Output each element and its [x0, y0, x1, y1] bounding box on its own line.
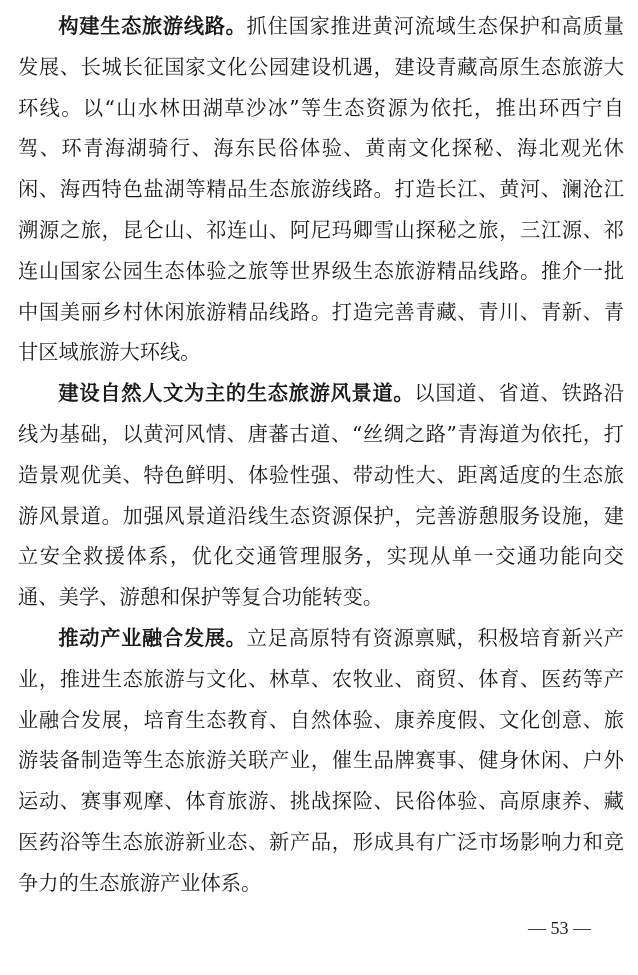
paragraph-eco-tourism-routes: [18, 6, 624, 373]
paragraph-body: 抓住国家推进黄河流域生态保护和高质量发展、长城长征国家文化公园建设机遇，建设青藏高原生态旅游大环线。以“山水林田湖草沙冰”等生态资源为依托，推出环西宁自驾、环青海湖骑行、海东民俗体验、黄南文化探秘、海北观光休闲、海西特色盐湖等精品生态旅游线路。打造长江、黄河、澜沧江溯源之旅，昆仑山、祁连山、阿尼玛卿雪山探秘之旅，三江源、祁连山国家公园生态体验之旅等世界级生态旅游精品线路。推介一批中国美丽乡村休闲旅游精品线路。打造完善青藏、青川、青新、青甘区域旅游大环线。: [18, 14, 624, 365]
paragraph-body: 立足高原特有资源禀赋，积极培育新兴产业，推进生态旅游与文化、林草、农牧业、商贸、体育、医药等产业融合发展，培育生态教育、自然体验、康养度假、文化创意、旅游装备制造等生态旅游关联产业，催生品牌赛事、健身休闲、户外运动、赛事观摩、体育旅游、挑战探险、民俗体验、高原康养、藏医药浴等生态旅游新业态、新产品，形成具有广泛市场影响力和竞争力的生态旅游产业体系。: [18, 625, 624, 895]
page-number: — 53 —: [528, 918, 591, 938]
paragraph-scenic-byways: [18, 373, 624, 618]
paragraph-body: 以国道、省道、铁路沿线为基础，以黄河风情、唐蕃古道、“丝绸之路”青海道为依托，打造景观优美、特色鲜明、体验性强、带动性大、距离适度的生态旅游风景道。加强风景道沿线生态资源保护，完善游憩服务设施，建立安全救援体系，优化交通管理服务，实现从单一交通功能向交通、美学、游憩和保护等复合功能转变。: [18, 381, 624, 610]
paragraph-lead: 构建生态旅游线路。: [58, 14, 247, 38]
paragraph-lead: 建设自然人文为主的生态旅游风景道。: [58, 381, 415, 406]
paragraph-industry-integration: [18, 618, 624, 904]
paragraph-lead: 推动产业融合发展。: [58, 625, 247, 650]
document-page: [18, 6, 624, 904]
